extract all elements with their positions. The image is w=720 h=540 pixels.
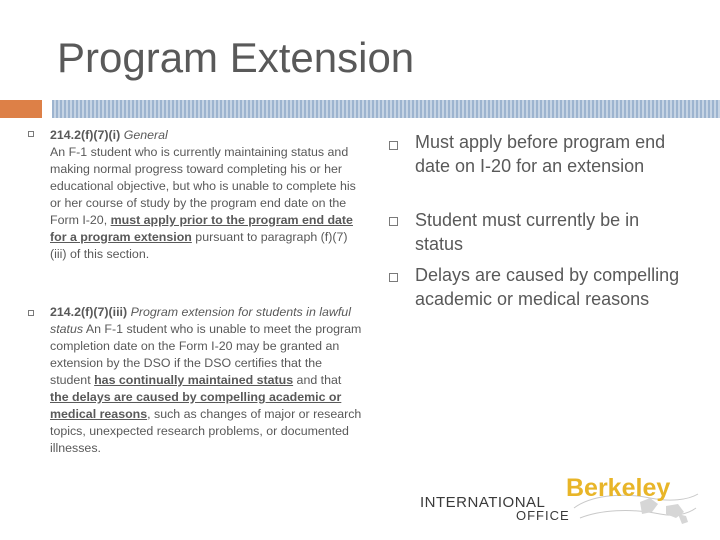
citation: 214.2(f)(7)(iii)	[50, 305, 128, 319]
paragraph-text: , such as changes of major or research topics, unexpected research problems, or documented illnesses.	[50, 407, 362, 455]
emphasized-text: the delays are caused by compelling academic or medical reasons	[50, 390, 342, 421]
paragraph-text: pursuant to paragraph (f)(7)(iii) of this section.	[50, 230, 348, 261]
summary-item-1: Must apply before program end date on I-20 for an extension	[415, 132, 666, 176]
square-bullet-icon	[389, 217, 398, 226]
regulation-paragraph-1	[50, 127, 362, 263]
square-bullet-icon	[389, 273, 398, 282]
logo-international: INTERNATIONAL	[420, 494, 546, 511]
paragraph-text: An F-1 student who is currently maintaining status and making normal progress toward completing his or her educational objective, but who is unable to complete his or her course of study by the program end date on the Form I-20,	[50, 145, 356, 227]
paragraph-heading: General	[123, 128, 168, 142]
logo-berkeley: Berkeley	[566, 474, 671, 502]
emphasized-text: must apply prior to the program end date for a program extension	[50, 213, 353, 244]
paragraph-text: and that	[296, 373, 342, 387]
emphasized-text: has continually maintained status	[94, 373, 294, 387]
slide-title: Program Extension	[57, 34, 415, 81]
square-bullet-icon	[28, 310, 34, 316]
summary-item-2: Student must currently be in status	[415, 210, 640, 254]
logo-office: OFFICE	[516, 508, 570, 523]
paragraph-heading: Program extension for students in lawful status	[50, 305, 351, 336]
square-bullet-icon	[389, 141, 398, 150]
citation: 214.2(f)(7)(i)	[50, 128, 121, 142]
accent-bar-orange	[0, 100, 42, 118]
summary-item-3: Delays are caused by compelling academic or medical reasons	[415, 265, 680, 309]
square-bullet-icon	[28, 131, 34, 137]
regulation-paragraph-2	[50, 304, 362, 457]
accent-bar-blue	[52, 100, 720, 118]
paragraph-text: An F-1 student who is unable to meet the program completion date on the Form I-20 may be granted an extension by the DSO if the DSO certifies that the student	[50, 322, 362, 387]
berkeley-international-office-logo	[420, 474, 700, 524]
